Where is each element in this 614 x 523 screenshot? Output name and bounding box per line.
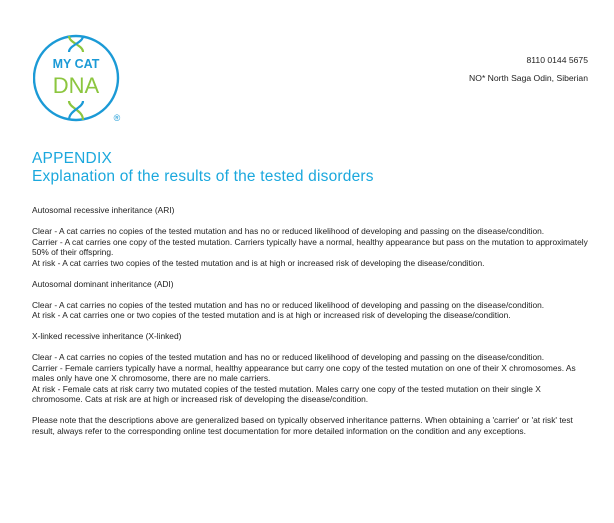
- report-header: [469, 51, 588, 87]
- definition-at-risk: At risk - A cat carries one or two copies of the tested mutation and is at high or increased risk of developing the disease/condition.: [32, 310, 511, 320]
- appendix-content: [32, 205, 592, 444]
- logo-text-mycat: MY CAT: [52, 57, 100, 71]
- definition-clear: Clear - A cat carries no copies of the tested mutation and has no or reduced likelihood of developing and passing on the disease/condition.: [32, 352, 545, 362]
- section-ari: [32, 205, 592, 268]
- definition-carrier: Carrier - Female carriers typically have a normal, healthy appearance but carry one copy of the tested mutation on one of their X chromosomes. As males only have one X chromosome, there are no male carriers.: [32, 362, 576, 383]
- section-heading: Autosomal dominant inheritance (ADI): [32, 278, 174, 289]
- definition-carrier: Carrier - A cat carries one copy of the tested mutation. Carriers typically have a normal, healthy appearance but pass on the mutation to approximately 50% of their offspring.: [32, 236, 588, 257]
- section-heading: Autosomal recessive inheritance (ARI): [32, 205, 175, 215]
- my-cat-dna-logo: [33, 33, 133, 125]
- section-heading: X-linked recessive inheritance (X-linked): [32, 331, 182, 341]
- definition-clear: Clear - A cat carries no copies of the tested mutation and has no or reduced likelihood of developing and passing on the disease/condition.: [32, 299, 545, 310]
- appendix-subtitle: Explanation of the results of the tested disorders: [32, 168, 374, 185]
- disclaimer-note: Please note that the descriptions above are generalized based on typically observed inheritance patterns. When obtaining a 'carrier' or 'at risk' test result, always refer to the corresponding online test documentation for more detailed information on the condition and any exceptions.: [32, 415, 573, 436]
- appendix-title: APPENDIX: [32, 150, 112, 167]
- cat-name: NO* North Saga Odin, Siberian: [469, 73, 588, 83]
- section-x-linked: [32, 331, 592, 405]
- logo-text-dna: DNA: [52, 73, 100, 98]
- helix-top-blue: [69, 36, 83, 52]
- definition-at-risk: At risk - Female cats at risk carry two mutated copies of the tested mutation. Males carry one copy of the tested mutation on their single X chromosome. Cats at risk are at high or increased risk of developing the disease/condition.: [32, 383, 541, 404]
- registered-icon: ®: [113, 113, 121, 123]
- section-adi: [32, 279, 592, 321]
- dna-logo-icon: [33, 33, 133, 125]
- definition-clear: Clear - A cat carries no copies of the tested mutation and has no or reduced likelihood of developing and passing on the disease/condition.: [32, 226, 545, 236]
- page-title: [32, 150, 374, 186]
- definition-at-risk: At risk - A cat carries two copies of the tested mutation and is at high or increased risk of developing the disease/condition.: [32, 257, 485, 268]
- report-id-number: 8110 0144 5675: [526, 55, 588, 65]
